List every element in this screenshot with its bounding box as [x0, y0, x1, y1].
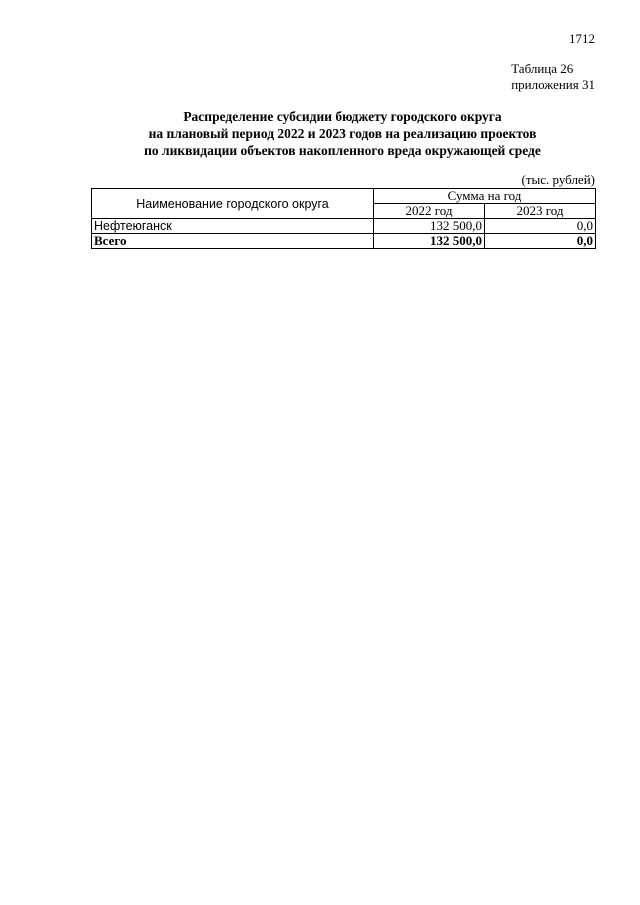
header-year-2023: 2023 год [485, 204, 596, 219]
value-2022-cell: 132 500,0 [374, 219, 485, 234]
table-number: Таблица 26 [511, 61, 574, 76]
table-reference [511, 61, 595, 93]
table-header-row [92, 189, 596, 204]
header-sum-per-year: Сумма на год [374, 189, 596, 204]
subsidy-table [91, 188, 596, 249]
units-label: (тыс. рублей) [521, 172, 595, 187]
document-title [90, 108, 595, 159]
table-total-row [92, 234, 596, 249]
district-name-cell: Нефтеюганск [92, 219, 374, 234]
value-2023-cell: 0,0 [485, 219, 596, 234]
appendix-number: приложения 31 [511, 77, 595, 92]
total-label-cell: Всего [92, 234, 374, 249]
header-year-2022: 2022 год [374, 204, 485, 219]
total-2022-cell: 132 500,0 [374, 234, 485, 249]
page-number: 1712 [569, 31, 595, 46]
table-row [92, 219, 596, 234]
title-line-1: Распределение субсидии бюджету городского округа [183, 109, 502, 124]
total-2023-cell: 0,0 [485, 234, 596, 249]
header-district-name: Наименование городского округа [92, 189, 374, 219]
title-line-3: по ликвидации объектов накопленного вреда окружающей среде [144, 143, 541, 158]
title-line-2: на плановый период 2022 и 2023 годов на реализацию проектов [148, 126, 537, 141]
